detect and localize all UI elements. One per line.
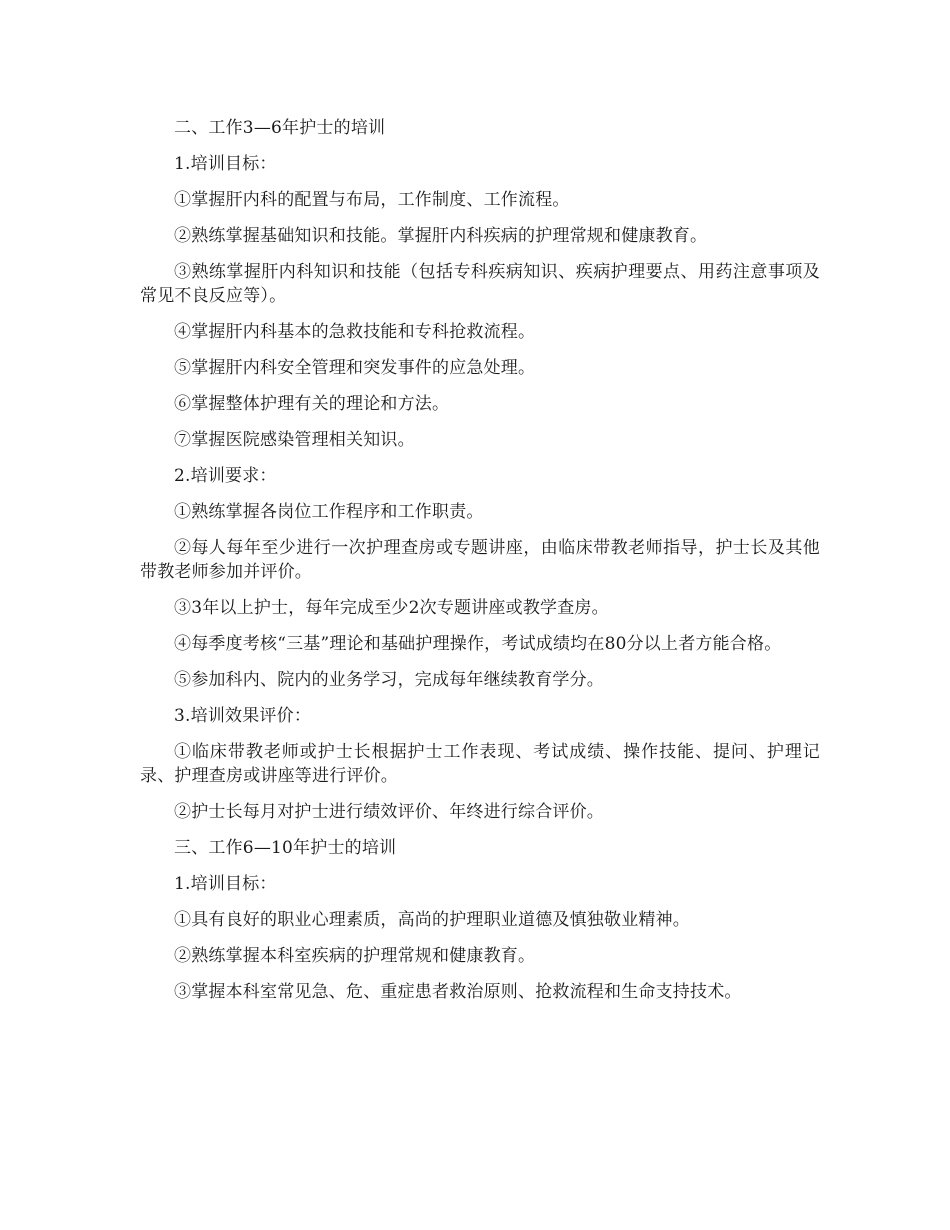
list-item: ①临床带教老师或护士长根据护士工作表现、考试成绩、操作技能、提问、护理记录、护理查房或讲座等进行评价。 bbox=[140, 742, 820, 786]
list-item: ⑥掌握整体护理有关的理论和方法。 bbox=[174, 394, 450, 414]
subheading-training-goals: 1.培训目标： bbox=[174, 874, 277, 894]
list-item: ③熟练掌握肝内科知识和技能（包括专科疾病知识、疾病护理要点、用药注意事项及常见不良反应等）。 bbox=[140, 262, 820, 306]
list-item: ④每季度考核“三基”理论和基础护理操作，考试成绩均在80分以上者方能合格。 bbox=[174, 634, 782, 654]
list-item: ④掌握肝内科基本的急救技能和专科抢救流程。 bbox=[174, 322, 536, 342]
subheading-training-evaluation: 3.培训效果评价： bbox=[174, 706, 312, 726]
list-item: ③掌握本科室常见急、危、重症患者救治原则、抢救流程和生命支持技术。 bbox=[174, 982, 742, 1002]
list-item: ③3年以上护士，每年完成至少2次专题讲座或教学查房。 bbox=[174, 598, 609, 618]
list-item: ②熟练掌握本科室疾病的护理常规和健康教育。 bbox=[174, 946, 536, 966]
list-item: ⑦掌握医院感染管理相关知识。 bbox=[174, 430, 415, 450]
list-item: ①掌握肝内科的配置与布局，工作制度、工作流程。 bbox=[174, 190, 570, 210]
list-item: ②熟练掌握基础知识和技能。掌握肝内科疾病的护理常规和健康教育。 bbox=[174, 226, 708, 246]
section-heading-3: 三、工作6—10年护士的培训 bbox=[174, 838, 397, 858]
list-item: ⑤掌握肝内科安全管理和突发事件的应急处理。 bbox=[174, 358, 536, 378]
list-item: ①熟练掌握各岗位工作程序和工作职责。 bbox=[174, 502, 484, 522]
list-item: ②每人每年至少进行一次护理查房或专题讲座，由临床带教老师指导，护士长及其他带教老师参加并评价。 bbox=[140, 538, 820, 582]
list-item: ②护士长每月对护士进行绩效评价、年终进行综合评价。 bbox=[174, 802, 604, 822]
list-item: ⑤参加科内、院内的业务学习，完成每年继续教育学分。 bbox=[174, 670, 604, 690]
section-heading-2: 二、工作3—6年护士的培训 bbox=[174, 118, 386, 138]
list-item: ①具有良好的职业心理素质，高尚的护理职业道德及慎独敬业精神。 bbox=[174, 910, 690, 930]
subheading-training-goals: 1.培训目标： bbox=[174, 154, 277, 174]
document-body bbox=[140, 116, 820, 1016]
subheading-training-requirements: 2.培训要求： bbox=[174, 466, 277, 486]
